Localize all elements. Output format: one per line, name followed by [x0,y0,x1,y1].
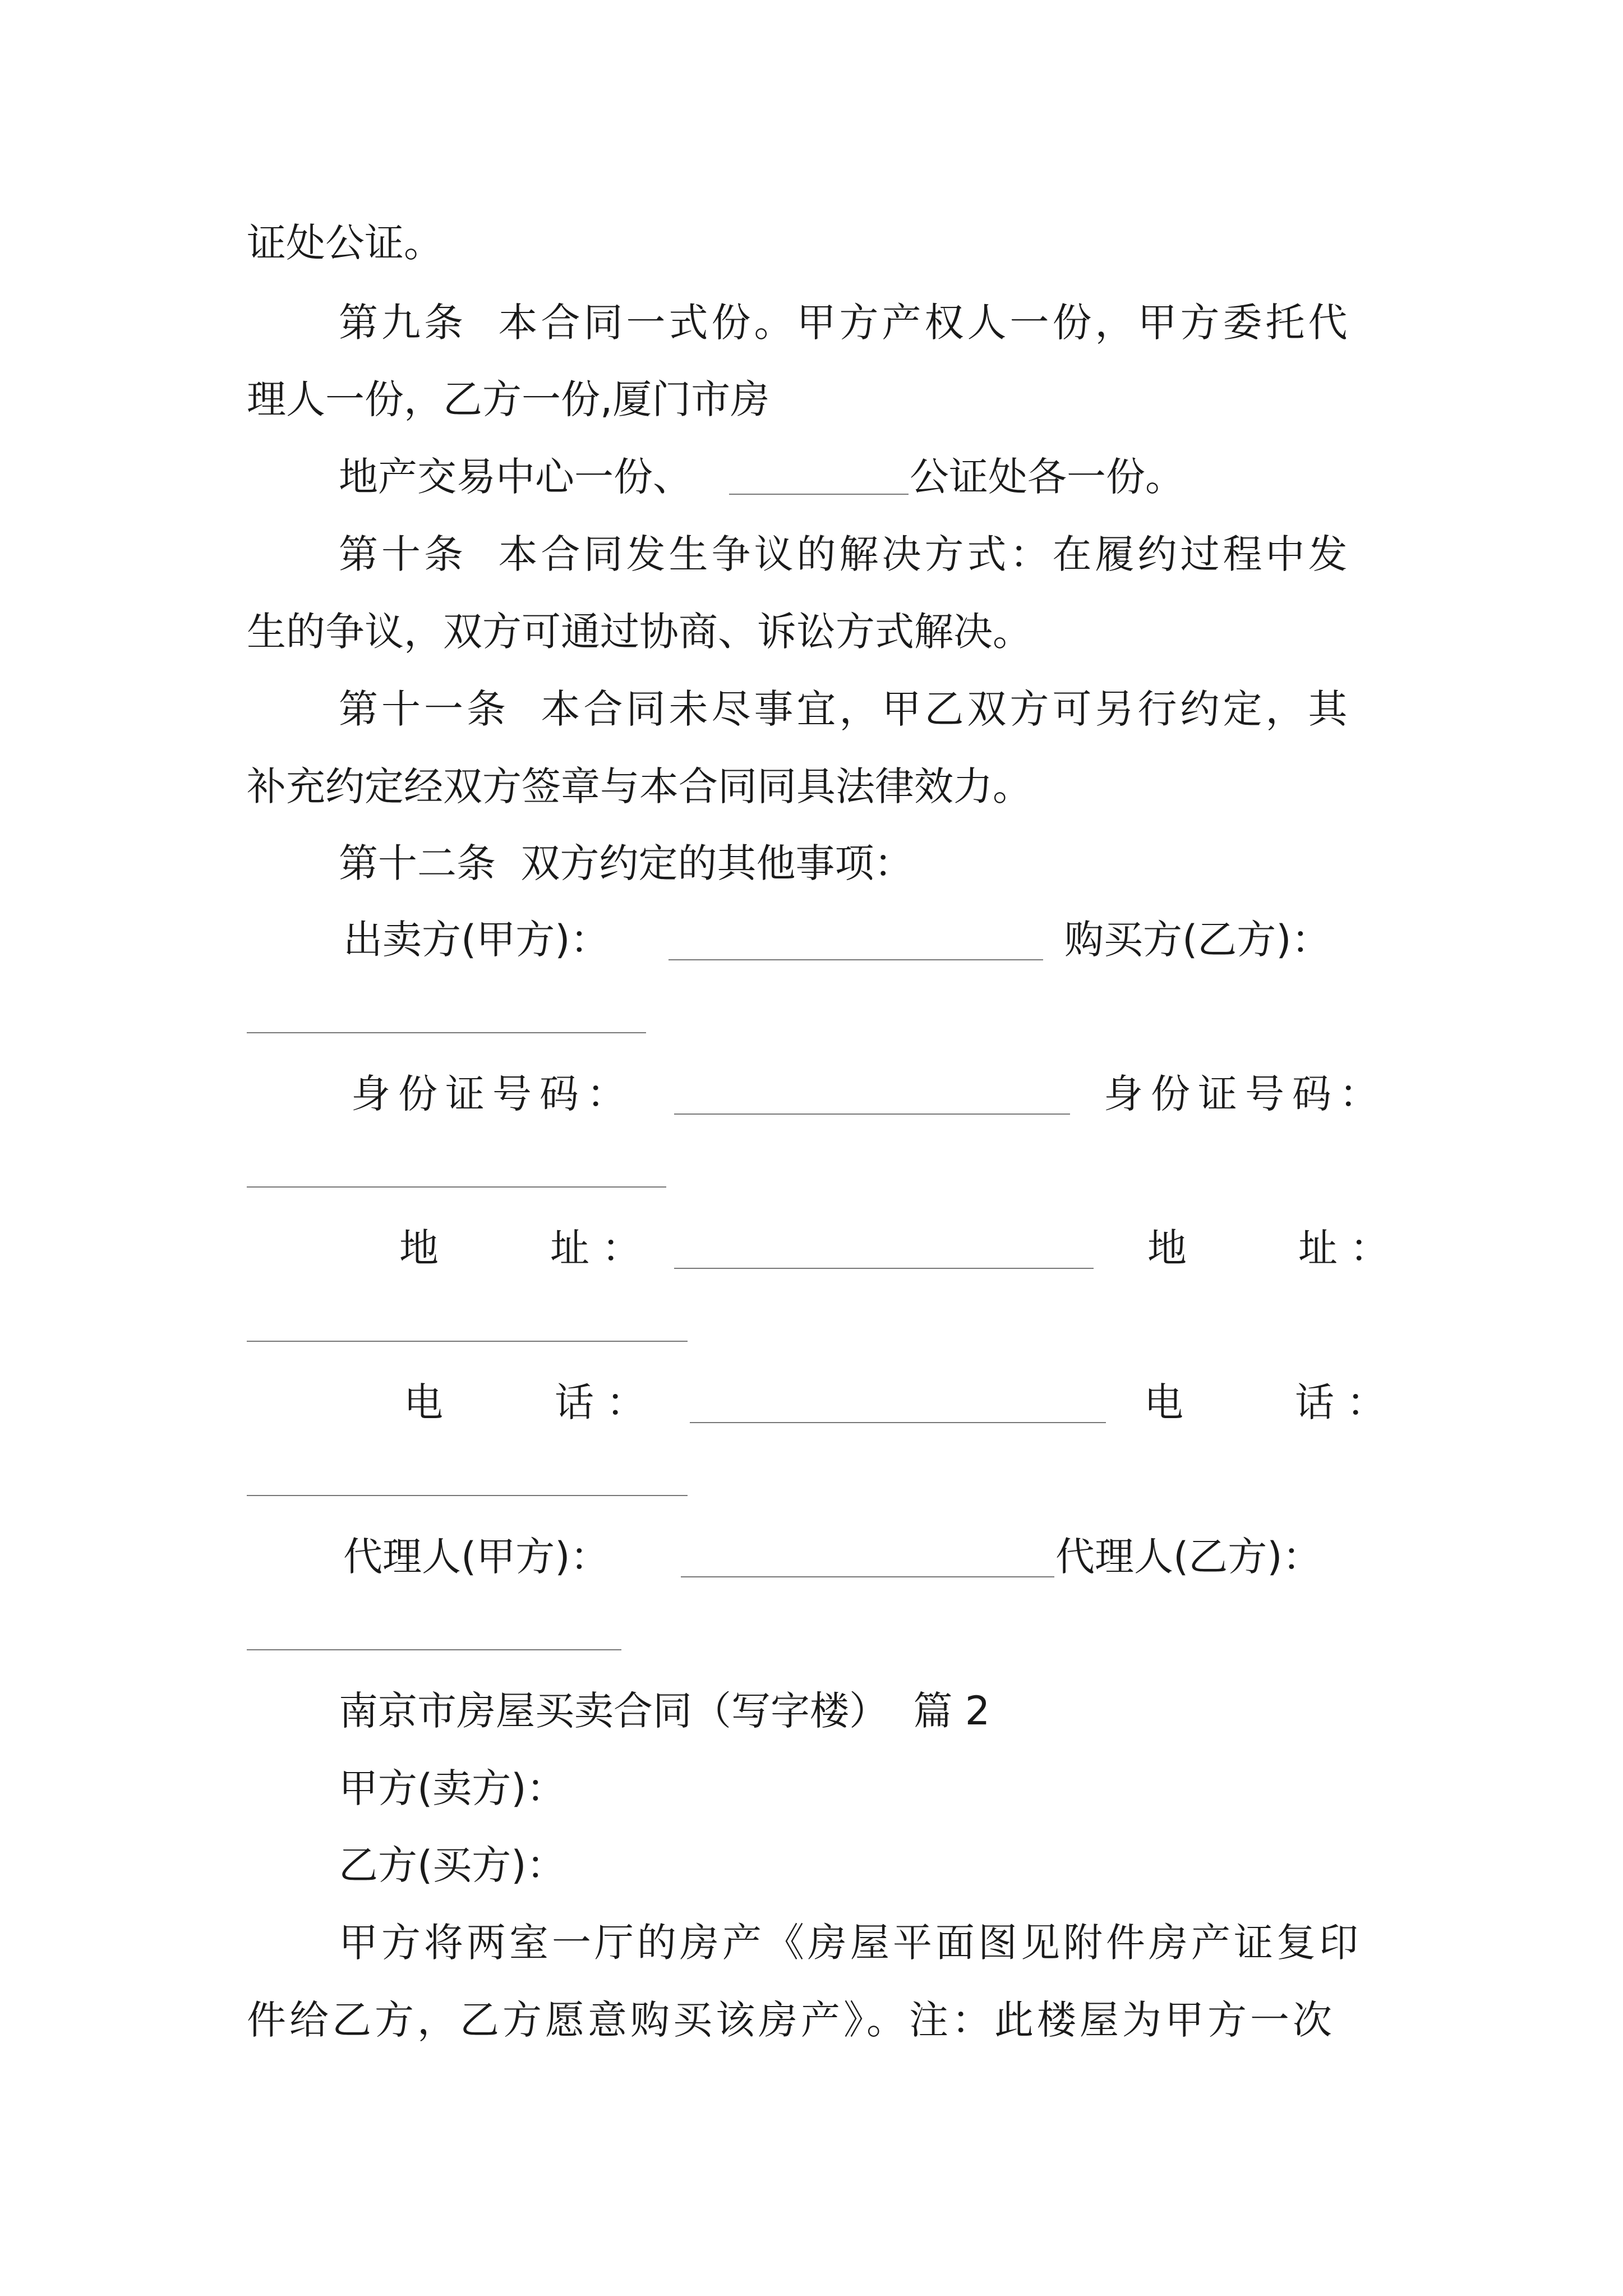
seller-id-label: 身份证号码： [351,1071,634,1117]
article-10-line-2: 生的争议，双方可通过协商、诉讼方式解决。 [247,609,1032,655]
section-2-para-line-2: 件给乙方，乙方愿意购买该房产》。注：此楼屋为甲方一次 [247,1997,1335,2043]
buyer-id-label: 身份证号码： [1104,1071,1386,1117]
section-2-para-line-1: 甲方将两室一厅的房产《房屋平面图见附件房产证复印 [339,1920,1362,1966]
buyer-agent-label: 代理人(乙方)： [1055,1534,1322,1580]
seller-agent-blank[interactable] [681,1576,1054,1577]
buyer-phone-blank[interactable] [247,1495,688,1496]
article-9-line-1: 第九条 本合同一式份。甲方产权人一份，甲方委托代 [339,300,1351,346]
seller-agent-label: 代理人(甲方)： [343,1534,610,1580]
buyer-agent-blank[interactable] [247,1649,621,1650]
article-9-line-3-pre: 地产交易中心一份、 [339,454,692,500]
article-9-line-3-post: 公证处各一份。 [910,454,1184,500]
article-11-line-2: 补充约定经双方签章与本合同同具法律效力。 [247,763,1032,809]
paragraph-line: 证处公证。 [247,220,443,266]
buyer-address-blank[interactable] [247,1341,688,1342]
article-10-line-1: 第十条 本合同发生争议的解决方式：在履约过程中发 [339,531,1351,577]
section-2-title: 南京市房屋买卖合同（写字楼） 篇 2 [339,1688,990,1734]
buyer-phone-label: 电 话： [1144,1379,1399,1425]
seller-label: 出卖方(甲方)： [343,917,610,963]
buyer-id-blank[interactable] [247,1186,666,1188]
buyer-label: 购买方(乙方)： [1064,917,1331,963]
seller-phone-blank[interactable] [690,1422,1106,1423]
party-a-label: 甲方(卖方)： [339,1765,566,1811]
seller-blank[interactable] [668,959,1043,960]
party-b-label: 乙方(买方)： [339,1842,566,1888]
notary-blank[interactable] [729,494,909,495]
seller-id-blank[interactable] [674,1114,1070,1115]
seller-address-blank[interactable] [674,1268,1094,1269]
article-11-line-1: 第十一条 本合同未尽事宜，甲乙双方可另行约定，其 [339,686,1351,732]
article-9-line-2: 理人一份，乙方一份,厦门市房 [247,376,770,422]
buyer-blank[interactable] [247,1032,646,1033]
seller-address-label: 地 址： [399,1225,654,1271]
seller-phone-label: 电 话： [404,1379,658,1425]
buyer-address-label: 地 址： [1147,1225,1402,1271]
article-12-heading: 第十二条 双方约定的其他事项： [339,840,914,886]
